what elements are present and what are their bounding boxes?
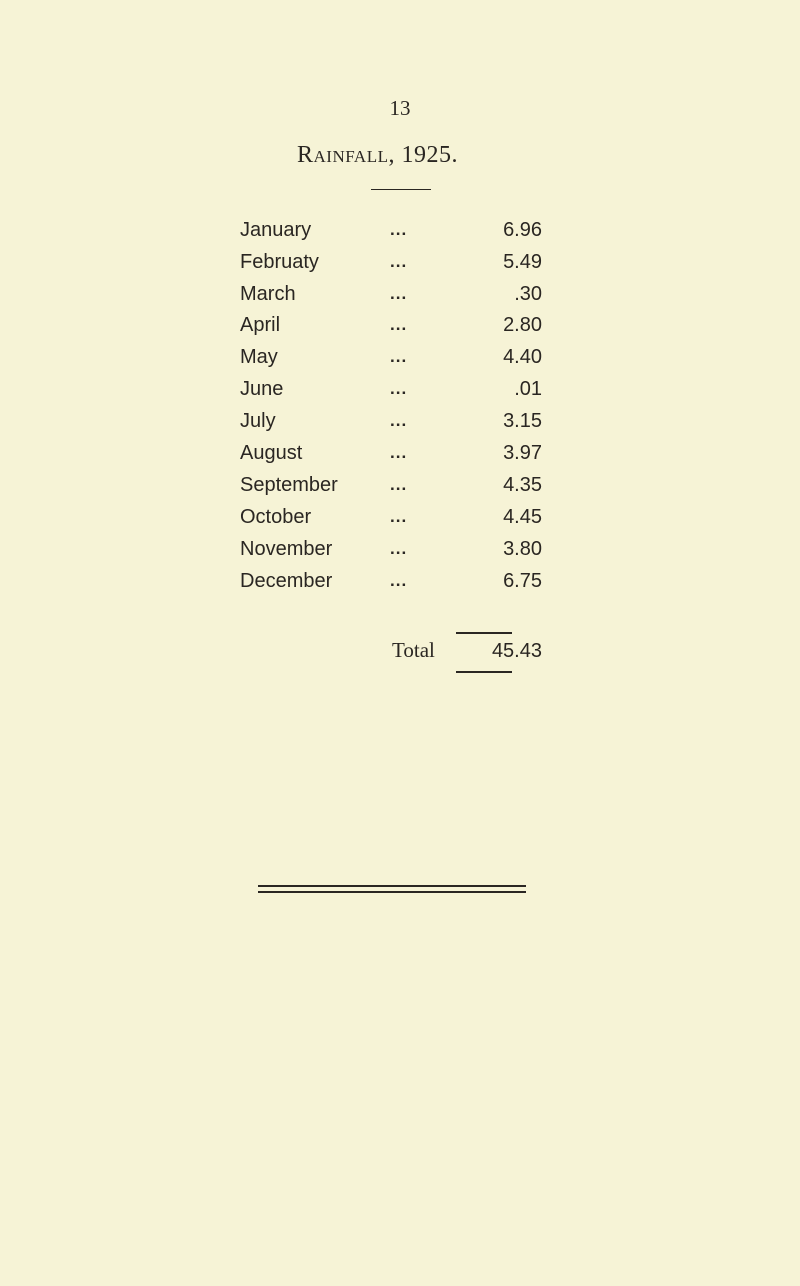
total-value: 45.43 <box>491 640 542 662</box>
rainfall-value: 6.75 <box>503 570 542 592</box>
title-text: Rainfall, <box>297 142 395 168</box>
rainfall-value: 4.40 <box>503 346 542 368</box>
month-label: August <box>240 442 303 464</box>
leader-dots: ... <box>390 220 408 239</box>
month-label: June <box>240 378 284 400</box>
rainfall-value: .30 <box>514 283 542 305</box>
month-label: March <box>240 283 296 305</box>
leader-dots: ... <box>390 252 408 271</box>
month-label: April <box>240 314 281 336</box>
month-label: December <box>240 570 333 592</box>
end-rule <box>258 885 526 887</box>
total-rule-bottom <box>456 671 512 673</box>
title-divider <box>371 189 431 190</box>
rainfall-value: 4.45 <box>503 506 542 528</box>
month-label: November <box>240 538 333 560</box>
rainfall-value: .01 <box>514 378 542 400</box>
rainfall-value: 6.96 <box>503 219 542 241</box>
month-label: May <box>240 346 278 368</box>
rainfall-value: 2.80 <box>503 314 542 336</box>
leader-dots: ... <box>390 539 408 558</box>
leader-dots: ... <box>390 347 408 366</box>
leader-dots: ... <box>390 411 408 430</box>
rainfall-value: 3.80 <box>503 538 542 560</box>
total-rule-top <box>456 632 512 634</box>
leader-dots: ... <box>390 507 408 526</box>
title-year: 1925. <box>401 142 458 168</box>
leader-dots: ... <box>390 379 408 398</box>
leader-dots: ... <box>390 284 408 303</box>
month-label: Februaty <box>240 251 319 273</box>
month-label: October <box>240 506 312 528</box>
leader-dots: ... <box>390 443 408 462</box>
end-rule <box>258 891 526 893</box>
rainfall-value: 3.97 <box>503 442 542 464</box>
leader-dots: ... <box>390 571 408 590</box>
rainfall-value: 4.35 <box>503 474 542 496</box>
month-label: September <box>240 474 338 496</box>
month-label: January <box>240 219 312 241</box>
leader-dots: ... <box>390 475 408 494</box>
page-title <box>297 142 458 169</box>
total-label: Total <box>392 638 435 662</box>
rainfall-value: 3.15 <box>503 410 542 432</box>
page-number: 13 <box>389 96 411 120</box>
leader-dots: ... <box>390 315 408 334</box>
month-label: July <box>240 410 276 432</box>
rainfall-value: 5.49 <box>503 251 542 273</box>
